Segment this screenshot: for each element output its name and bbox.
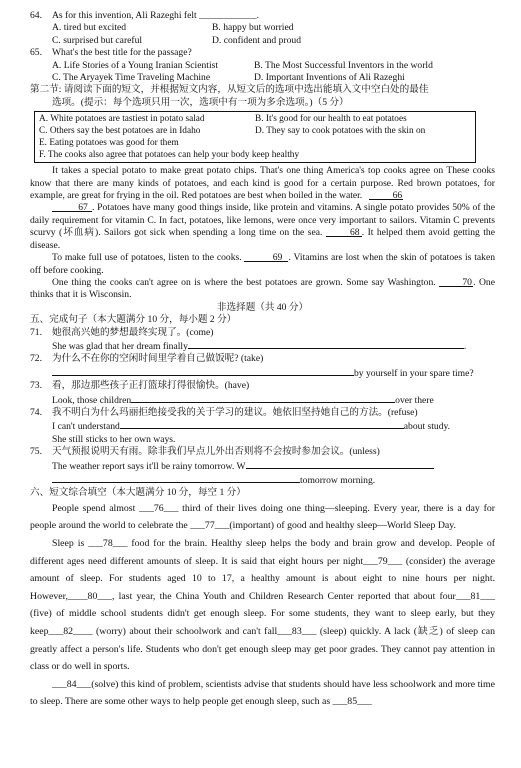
question-64	[30, 10, 495, 22]
answer-blank[interactable]	[52, 366, 354, 376]
box-option-b: B. It's good for our health to eat potatoes	[255, 114, 407, 125]
cloze-paragraph: Sleep is ___78___ food for the brain. Healthy sleep helps the body and brain grow and develop. People of different ages need different amounts of sleep. It is said that eight hours per night___79___ (consider) the average amount of sleep. For students aged 10 to 17, a healthy amount is about eight to nine hours per night. However,____80___, last year, the China Youth and Children Research Center reported that about four___81___ (five) of middle school students didn't get enough sleep. For some students, they want to sleep early, but they keep___82____ (worry) about their schoolwork and can't fall___83___ (sleep) quickly. A lack (缺乏) of sleep can greatly affect a person's life. Students who don't get enough sleep may get poor grades. They cannot pay attention in class or do well in sports.	[30, 538, 495, 673]
blank-66: 66	[369, 190, 403, 200]
answer-blank[interactable]	[52, 473, 300, 483]
answer-line-73: Look, those children over there	[52, 394, 434, 406]
passage-paragraph: One thing the cooks can't agree on is where the best potatoes are grown. Some say Washington. 70. One thinks that it is Wisconsin.	[30, 276, 495, 301]
options-row	[30, 72, 495, 84]
cloze-paragraph: People spend almost ___76___ third of their lives doing one thing—sleeping. Every year, there is a day for people around the world to celebrate the ___77___(important) of good and healthy sleep—World Sleep Day.	[30, 502, 495, 532]
blank-70: 70	[439, 277, 473, 287]
passage-paragraph: 67 . Potatoes have many good things inside, like protein and vitamins. A single potato provides 50% of the daily requirement for vitamin C. In fact, potatoes, like lemons, were once very important to sailors. Vitamin C prevents scurvy (坏血病). Sailors got sick when spending a long time on the sea. 68 . It helped them avoid getting the disease.	[30, 202, 495, 251]
box-option-f: F. The cooks also agree that potatoes can help your body keep healthy	[39, 150, 300, 161]
question-72: 72. 为什么不在你的空闲时间里学着自己做饭呢? (take)	[30, 353, 264, 365]
answer-blank[interactable]	[246, 459, 434, 469]
question-71: 71. 她很高兴她的梦想最终实现了。(come)	[30, 326, 214, 338]
option-a: A. tired but excited	[52, 22, 127, 34]
option-c: C. The Aryayek Time Traveling Machine	[52, 72, 211, 84]
box-option-a: A. White potatoes are tastiest in potato salad	[39, 114, 205, 125]
question-75: 75. 天气预报说明天有雨。除非我们早点儿外出否则将不会按时参加会议。(unless)	[30, 446, 380, 458]
question-73: 73. 看，那边那些孩子正打篮球打得很愉快。(have)	[30, 380, 250, 392]
option-c: C. surprised but careful	[52, 34, 143, 46]
answer-line-72: by yourself in your spare time?	[30, 366, 495, 380]
question-number: 64.	[30, 10, 42, 21]
answer-blank[interactable]	[131, 393, 395, 403]
nonchoice-heading: 非选择题（共 40 分）	[216, 301, 309, 313]
answer-blank[interactable]	[188, 339, 464, 349]
answer-line-71: She was glad that her dream finally .	[52, 340, 467, 352]
box-option-e: E. Eating potatoes was good for them	[39, 138, 179, 149]
box-option-d: D. They say to cook potatoes with the skin on	[255, 126, 426, 137]
question-number: 65.	[30, 47, 42, 59]
answer-line-74: I can't understand about study.	[52, 421, 451, 433]
options-row	[30, 22, 495, 34]
option-b: B. happy but worried	[212, 22, 294, 34]
part2-heading: 第二节: 请阅读下面的短文，并根据短文内容，从短文后的选项中选出能填入文中空白处的最佳	[30, 84, 429, 96]
question-stem: As for this invention, Ali Razeghi felt ____________.	[52, 10, 260, 21]
passage-paragraph: It takes a special potato to make great potato chips. That's one thing America's top cooks agree on These cooks know that there are many kinds of potatoes, and each kind is good for a certain purpose. Red brown potatoes, for example, are great for frying in the oil. Red potatoes are best when boiled in the water. 66	[30, 165, 495, 202]
passage-paragraph: To make full use of potatoes, listen to the cooks. 69 . Vitamins are lost when the skin of potatoes is taken off before cooking.	[30, 252, 495, 276]
section5-heading: 五、完成句子（本大题满分 10 分，每小题 2 分）	[30, 314, 237, 326]
answer-line-75-cont: tomorrow morning.	[30, 473, 495, 487]
blank-67: 67	[52, 202, 92, 212]
answer-blank[interactable]	[120, 419, 404, 429]
options-box	[34, 111, 476, 163]
section6-heading: 六、短文综合填空（本大题满分 10 分，每空 1 分）	[30, 487, 246, 499]
answer-line-74-cont: She still sticks to her own ways.	[52, 433, 176, 445]
question-65	[30, 47, 495, 59]
blank-69: 69	[244, 252, 288, 262]
cloze-paragraph: ___84___(solve) this kind of problem, scientists advise that students should have less schoolwork and more time to sleep. There are some other ways to help people get enough sleep, such as ___85___	[30, 678, 495, 708]
question-stem: What's the best title for the passage?	[52, 47, 192, 59]
part2-heading-cont: 选项。(提示：每个选项只用一次，选项中有一项为多余选项。)（5 分）	[52, 96, 349, 108]
options-row	[30, 35, 495, 47]
blank-68: 68	[326, 227, 362, 237]
answer-line-75: The weather report says it'll be rainy tomorrow. W	[30, 459, 495, 473]
option-d: D. confident and proud	[212, 34, 301, 46]
option-b: B. The Most Successful Inventors in the world	[254, 59, 433, 71]
option-d: D. Important Inventions of Ali Razeghi	[254, 72, 405, 84]
option-a: A. Life Stories of a Young Iranian Scientist	[52, 59, 219, 71]
box-option-c: C. Others say the best potatoes are in Idaho	[39, 126, 201, 137]
options-row	[30, 60, 495, 72]
question-74: 74. 我不明白为什么玛丽拒绝接受我的关于学习的建议。她依旧坚持她自己的方法。(refuse)	[30, 406, 418, 418]
